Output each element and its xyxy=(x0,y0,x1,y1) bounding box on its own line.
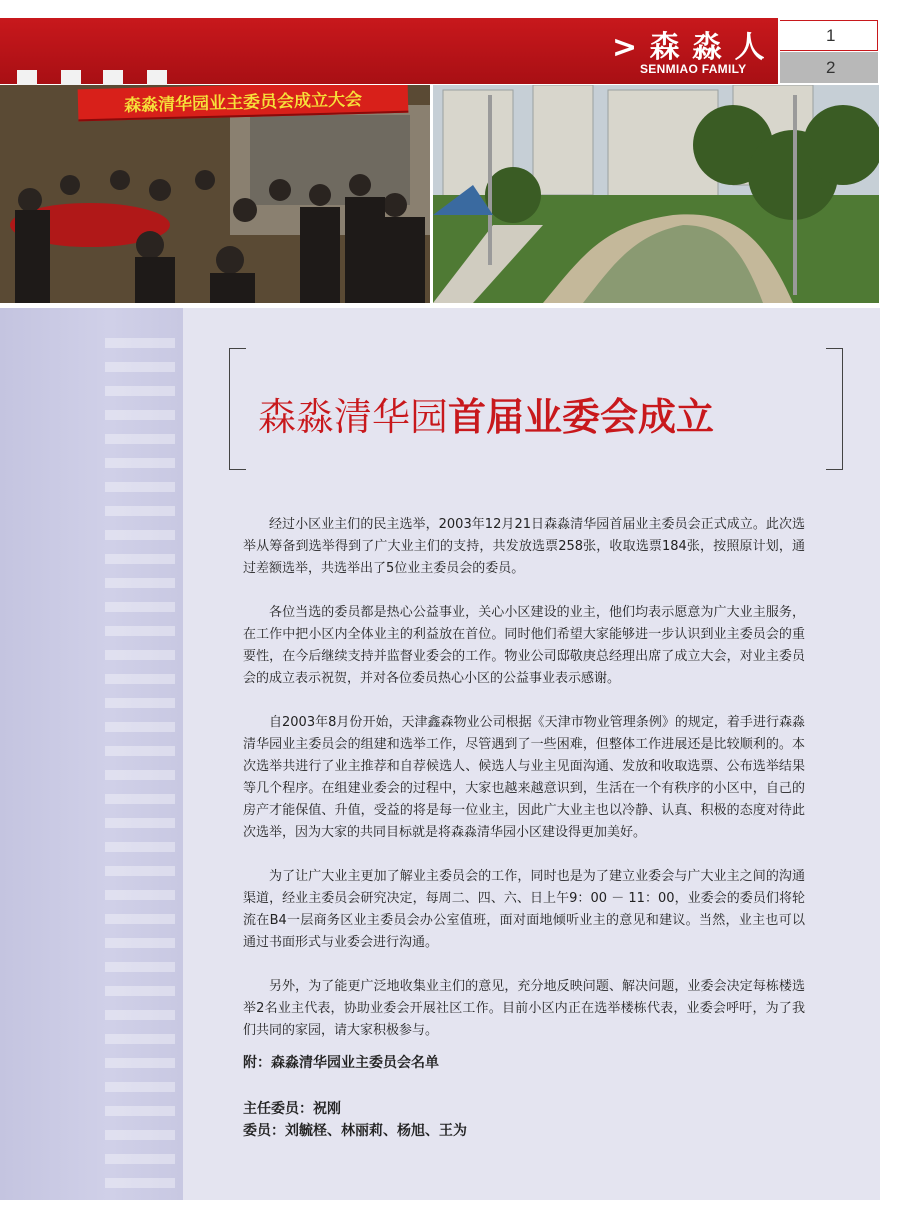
paragraph: 经过小区业主们的民主选举，2003年12月21日森淼清华园首届业主委员会正式成立。此次选举从筹备到选举得到了广大业主们的支持，共发放选票258张，收取选票184张，按照原计划，通过差额选举，共选举出了5位业主委员会的委员。 xyxy=(243,517,805,576)
article-title-part2: 首届业委会成立 xyxy=(448,395,715,439)
article-title-part1: 森淼清华园 xyxy=(258,395,449,439)
paragraph: 为了让广大业主更加了解业主委员会的工作，同时也是为了建立业委会与广大业主之间的沟通渠道，经业主委员会研究决定，每周二、四、六、日上午9：00 － 11：00，业委会的委员们将轮流在B4一层商务区业主委员会办公室值班，面对面地倾听业主的意见和建议。当然，业主也可以通过书面形式与业委会进行沟通。 xyxy=(243,869,805,950)
article-body xyxy=(243,514,805,1064)
paragraph: 各位当选的委员都是热心公益事业，关心小区建设的业主，他们均表示愿意为广大业主服务，在工作中把小区内全体业主的利益放在首位。同时他们希望大家能够进一步认识到业主委员会的重要性，在今后继续支持并监督业委会的工作。物业公司邸敬庚总经理出席了成立大会，对业主委员会的成立表示祝贺，并对各位委员热心小区的公益事业表示感谢。 xyxy=(243,605,805,686)
brand-name-cn: > 森 淼 人 xyxy=(612,30,766,65)
building-background-image xyxy=(0,308,183,1200)
members-line: 委员：刘毓柽、林丽莉、杨旭、王为 xyxy=(243,1123,467,1139)
committee-members xyxy=(243,1098,803,1142)
article-title xyxy=(258,392,818,442)
brand-logo xyxy=(612,22,778,82)
chair-line: 主任委员：祝刚 xyxy=(243,1101,341,1117)
title-frame-right xyxy=(826,348,843,470)
paragraph: 另外，为了能更广泛地收集业主们的意见，充分地反映问题、解决问题，业委会决定每栋楼选举2名业主代表，协助业委会开展社区工作。目前小区内正在选举楼栋代表，业委会呼吁，为了我们共同的家园，请大家积极参与。 xyxy=(243,979,805,1038)
brand-name-en: SENMIAO FAMILY xyxy=(640,62,747,76)
page-number-1: 1 xyxy=(780,20,878,51)
meeting-banner: 森淼清华园业主委员会成立大会 xyxy=(78,85,409,121)
title-frame-left xyxy=(229,348,246,470)
appendix-title: 附：森淼清华园业主委员会名单 xyxy=(243,1055,439,1071)
meeting-photo xyxy=(0,85,430,303)
page-number-2: 2 xyxy=(780,52,878,83)
paragraph: 自2003年8月份开始，天津鑫森物业公司根据《天津市物业管理条例》的规定，着手进行森淼清华园业主委员会的组建和选举工作，尽管遇到了一些困难，但整体工作进展还是比较顺利的。本次选举共进行了业主推荐和自荐候选人、候选人与业主见面沟通、发放和收取选票、公布选举结果等几个程序。在组建业委会的过程中，大家也越来越意识到，生活在一个有秩序的小区中，自己的房产才能保值、升值，受益的将是每一位业主，因此广大业主也以冷静、认真、积极的态度对待此次选举，因为大家的共同目标就是将森淼清华园小区建设得更加美好。 xyxy=(243,715,805,840)
garden-photo xyxy=(433,85,879,303)
